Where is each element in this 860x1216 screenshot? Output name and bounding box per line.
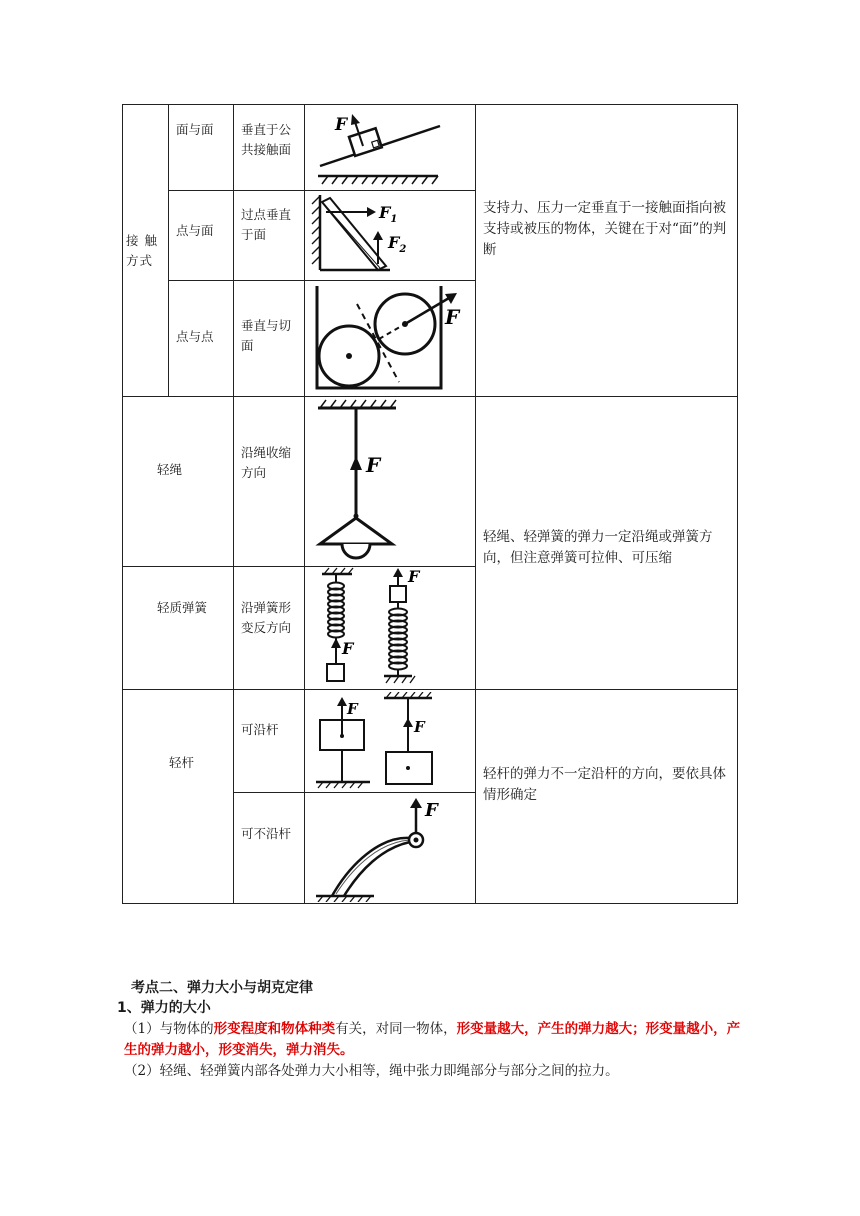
svg-text:F: F	[342, 639, 354, 658]
rod-against-wall-diagram	[310, 190, 460, 274]
two-balls-diagram	[309, 282, 471, 394]
contact-group-label: 接 触 方式	[126, 233, 158, 268]
paragraph-2: （2）轻绳、轻弹簧内部各处弹力大小相等，绳中张力即绳部分与部分之间的拉力。	[124, 1063, 619, 1079]
row-rod-along-direction: 可沿杆	[241, 722, 279, 737]
row-rod-not-along-direction: 可不沿杆	[241, 826, 292, 841]
note-contact: 支持力、压力一定垂直于一接触面指向被支持或被压的物体，关键在于对“面”的判断	[483, 200, 727, 258]
row-spring-name: 轻质弹簧	[157, 600, 208, 615]
p1-seg-3: 有关，对同一物体，	[335, 1021, 457, 1037]
svg-text:F2: $F_2$	[388, 233, 407, 255]
row-face-face-name: 面与面	[176, 122, 214, 137]
p1-seg-2: 形变程度和物体种类	[213, 1021, 336, 1037]
incline-block-diagram	[308, 108, 472, 186]
row-rod-name: 轻杆	[169, 755, 195, 770]
svg-text:F: F	[408, 567, 420, 586]
row-rope-name: 轻绳	[157, 462, 183, 477]
note-rope-spring: 轻绳、轻弹簧的弹力一定沿绳或弹簧方向，但注意弹簧可拉伸、可压缩	[483, 529, 713, 566]
row-point-point-name: 点与点	[176, 329, 214, 344]
rod-along-diagram	[310, 692, 472, 790]
svg-text:F: F	[414, 718, 425, 736]
paragraph-1	[124, 1019, 744, 1061]
force-label: F	[335, 115, 348, 135]
note-rod: 轻杆的弹力不一定沿杆的方向，要依具体情形确定	[483, 766, 726, 803]
section-title: 考点二、弹力大小与胡克定律	[131, 980, 313, 996]
p1-seg-1: （1）与物体的	[124, 1021, 214, 1037]
svg-text:F: F	[366, 453, 381, 477]
springs-diagram	[310, 566, 472, 686]
row-rope-direction: 沿绳收缩 方向	[241, 445, 292, 480]
svg-text:F1: $F_1$	[379, 203, 398, 225]
curved-rod-diagram	[310, 794, 472, 902]
row-point-point-direction: 垂直与切 面	[241, 318, 292, 353]
row-face-face-direction: 垂直于公 共接触面	[241, 122, 292, 157]
row-point-face-direction: 过点垂直 于面	[241, 207, 292, 242]
svg-text:F: F	[445, 305, 460, 329]
section-subtitle: 1、弹力的大小	[117, 1000, 211, 1016]
row-spring-direction: 沿弹簧形 变反方向	[241, 600, 292, 635]
row-point-face-name: 点与面	[176, 223, 214, 238]
svg-text:F: F	[425, 800, 438, 821]
hanging-lamp-diagram	[310, 398, 470, 562]
p1-seg-4: 形变量越大，产生的弹力越大；形变量越小，产生的弹力越小，形变消失，弹力消失。	[124, 1021, 741, 1058]
svg-text:F: F	[347, 700, 358, 718]
